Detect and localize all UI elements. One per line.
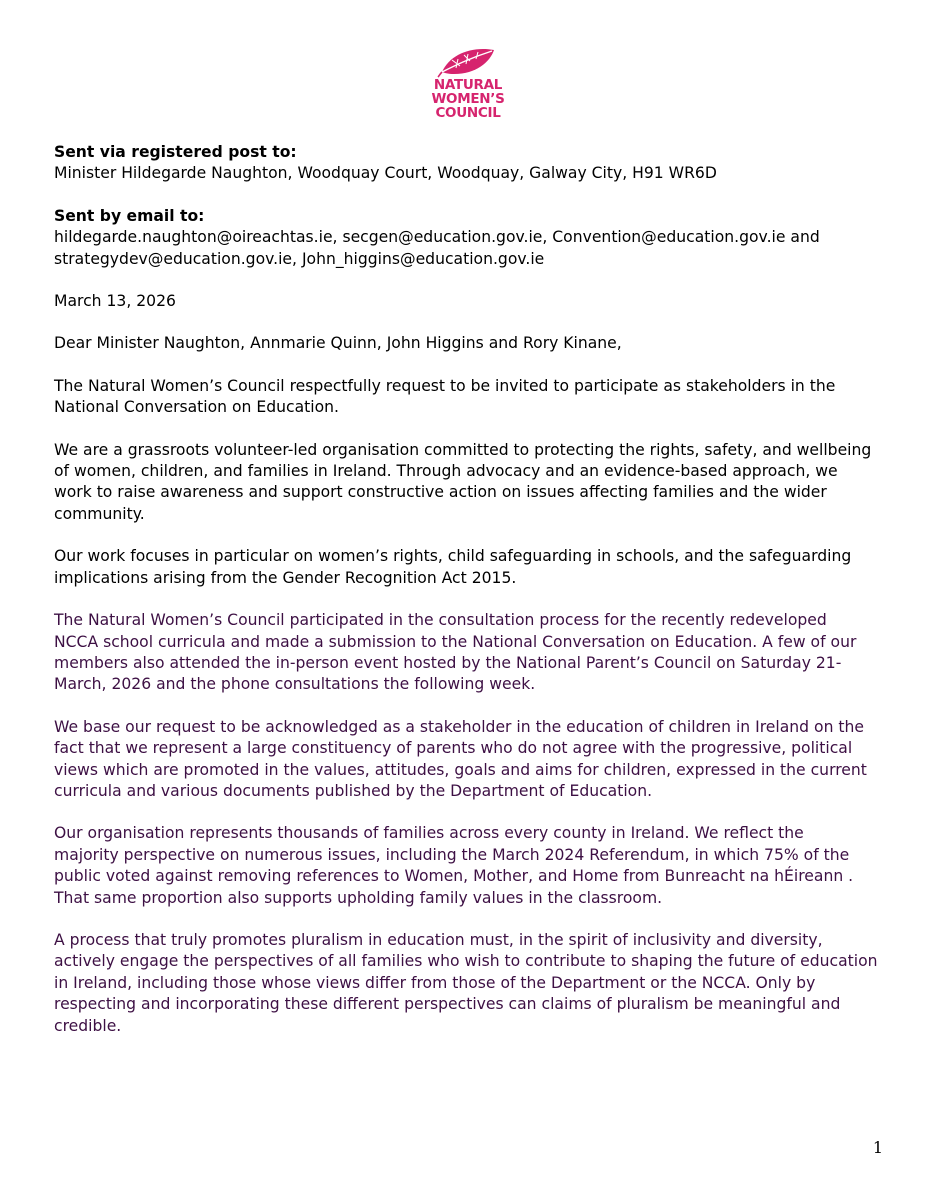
paragraph-3: [54, 546, 894, 589]
leaf-icon: [436, 44, 500, 78]
registered-post-address: Minister Hildegarde Naughton, Woodquay Court, Woodquay, Galway City, H91 WR6D: [54, 164, 717, 183]
paragraph-line: community.: [54, 504, 145, 523]
paragraph-line: A process that truly promotes pluralism in education must, in the spirit of inclusivity and diversity,: [54, 930, 823, 949]
paragraph-line: Our work focuses in particular on women’s rights, child safeguarding in schools, and the safeguarding: [54, 547, 852, 566]
paragraph-line: majority perspective on numerous issues, including the March 2024 Referendum, in which 75% of the: [54, 845, 850, 864]
organisation-logo: [423, 44, 513, 134]
paragraph-line: That same proportion also supports upholding family values in the classroom.: [54, 888, 663, 907]
paragraph-line: We base our request to be acknowledged as a stakeholder in the education of children in Ireland on the: [54, 717, 864, 736]
email-recipients-line-2: strategydev@education.gov.ie, John_higgins@education.gov.ie: [54, 249, 545, 268]
paragraph-line: We are a grassroots volunteer-led organisation committed to protecting the rights, safety, and wellbeing: [54, 440, 872, 459]
paragraph-line: credible.: [54, 1016, 122, 1035]
logo-wordmark: [423, 78, 513, 120]
paragraph-line: members also attended the in-person event hosted by the National Parent’s Council on Saturday 21-: [54, 653, 842, 672]
logo-line-1: NATURAL: [433, 77, 503, 93]
paragraph-line: Our organisation represents thousands of families across every county in Ireland. We reflect the: [54, 824, 804, 843]
registered-post-heading: Sent via registered post to:: [54, 143, 297, 161]
paragraph-2: [54, 440, 894, 526]
paragraph-1: [54, 376, 894, 419]
paragraph-line: The Natural Women’s Council respectfully request to be invited to participate as stakeholders in the: [54, 376, 836, 395]
email-heading: Sent by email to:: [54, 206, 205, 225]
page-number: 1: [872, 1138, 883, 1157]
paragraph-line: work to raise awareness and support constructive action on issues affecting families and the wider: [54, 483, 827, 502]
registered-post-block: [54, 142, 894, 185]
letter-date: March 13, 2026: [54, 292, 176, 311]
paragraph-line: views which are promoted in the values, attitudes, goals and aims for children, expressed in the current: [54, 760, 867, 779]
paragraph-line: The Natural Women’s Council participated in the consultation process for the recently redeveloped: [54, 611, 827, 630]
paragraph-line: curricula and various documents published by the Department of Education.: [54, 781, 653, 800]
email-recipients-line-1: hildegarde.naughton@oireachtas.ie, secgen@education.gov.ie, Convention@education.gov.ie and: [54, 228, 820, 247]
paragraph-6: [54, 823, 894, 909]
logo-line-2: WOMEN’S: [431, 91, 505, 107]
paragraph-line: National Conversation on Education.: [54, 398, 339, 417]
paragraph-4: [54, 610, 894, 696]
paragraph-line: in Ireland, including those whose views differ from those of the Department or the NCCA. Only by: [54, 973, 816, 992]
paragraph-line: respecting and incorporating these different perspectives can claims of pluralism be meaningful and: [54, 995, 841, 1014]
paragraph-line: fact that we represent a large constituency of parents who do not agree with the progressive, political: [54, 739, 853, 758]
paragraph-5: [54, 717, 894, 803]
paragraph-line: NCCA school curricula and made a submission to the National Conversation on Education. A few of our: [54, 632, 857, 651]
paragraph-line: actively engage the perspectives of all families who wish to contribute to shaping the future of education: [54, 952, 878, 971]
letter-body: [54, 142, 894, 1037]
paragraph-line: of women, children, and families in Ireland. Through advocacy and an evidence-based approach, we: [54, 462, 838, 481]
email-block: [54, 206, 894, 270]
paragraph-7: [54, 930, 894, 1037]
paragraph-line: implications arising from the Gender Recognition Act 2015.: [54, 568, 517, 587]
paragraph-line: public voted against removing references to Women, Mother, and Home from Bunreacht na hÉireann .: [54, 867, 854, 886]
logo-line-3: COUNCIL: [435, 105, 501, 121]
paragraph-line: March, 2026 and the phone consultations the following week.: [54, 675, 536, 694]
salutation: Dear Minister Naughton, Annmarie Quinn, John Higgins and Rory Kinane,: [54, 334, 622, 353]
